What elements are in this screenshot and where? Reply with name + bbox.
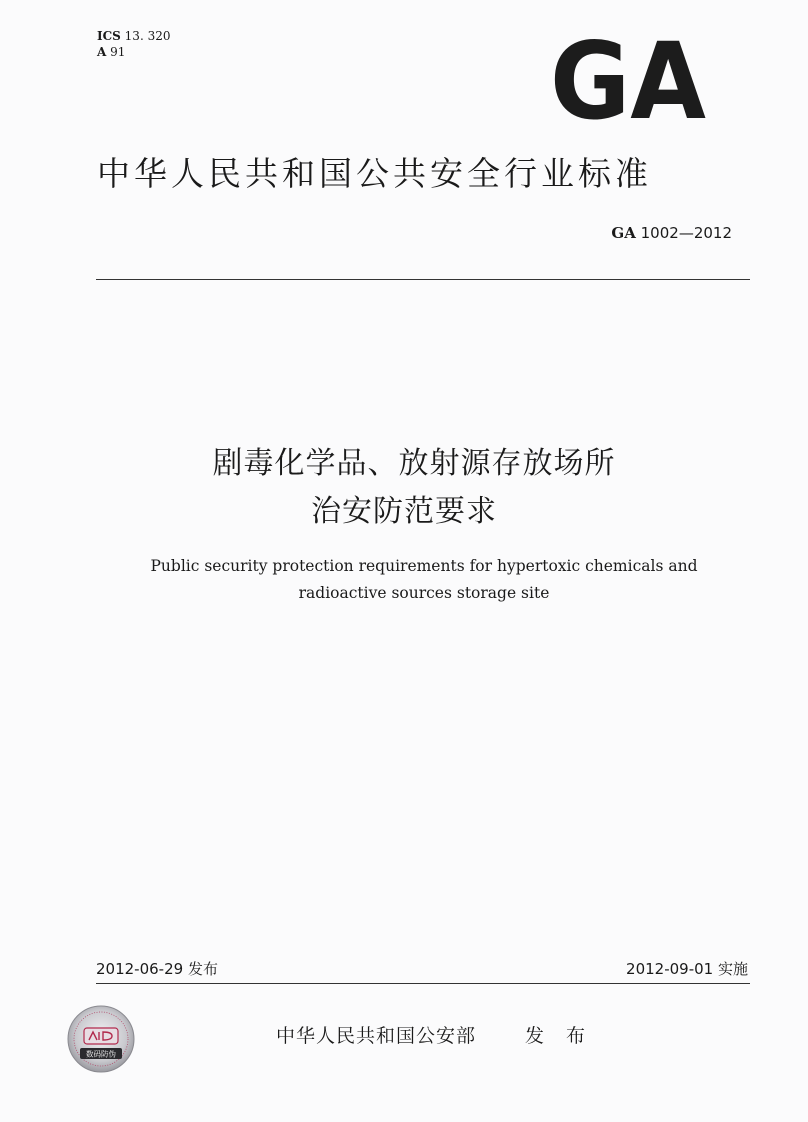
effective-date: 2012-09-01 实施 bbox=[626, 960, 748, 978]
anti-counterfeit-seal bbox=[66, 1004, 136, 1074]
publish-date: 2012-06-29 发布 bbox=[96, 960, 218, 978]
title-cn-line-2: 治安防范要求 bbox=[311, 494, 497, 529]
ccs-code: 91 bbox=[110, 45, 126, 59]
seal-label: 数码防伪 bbox=[86, 1049, 116, 1059]
standard-number-value: 1002—2012 bbox=[640, 224, 732, 242]
standard-number-prefix: GA bbox=[611, 224, 636, 242]
standard-category: 中华人民共和国公共安全行业标准 bbox=[97, 154, 652, 193]
title-en-line-1: Public security protection requirements for hypertoxic chemicals and bbox=[150, 557, 698, 575]
ics-line bbox=[97, 28, 170, 44]
top-divider bbox=[96, 279, 750, 280]
issued-word: 发 布 bbox=[525, 1025, 594, 1047]
title-cn-line-1: 剧毒化学品、放射源存放场所 bbox=[212, 446, 616, 481]
classification-codes bbox=[97, 28, 170, 60]
ics-code: 13. 320 bbox=[124, 29, 171, 43]
ics-label: ICS bbox=[97, 29, 121, 43]
issuing-authority: 中华人民共和国公安部 bbox=[276, 1025, 477, 1047]
ccs-line bbox=[97, 44, 170, 60]
title-en-line-2: radioactive sources storage site bbox=[298, 584, 550, 602]
standard-number bbox=[611, 224, 732, 242]
ga-logo-text: GA bbox=[550, 36, 706, 122]
bottom-divider bbox=[96, 983, 750, 984]
ga-logo bbox=[548, 36, 708, 122]
ccs-label: A bbox=[97, 45, 107, 59]
